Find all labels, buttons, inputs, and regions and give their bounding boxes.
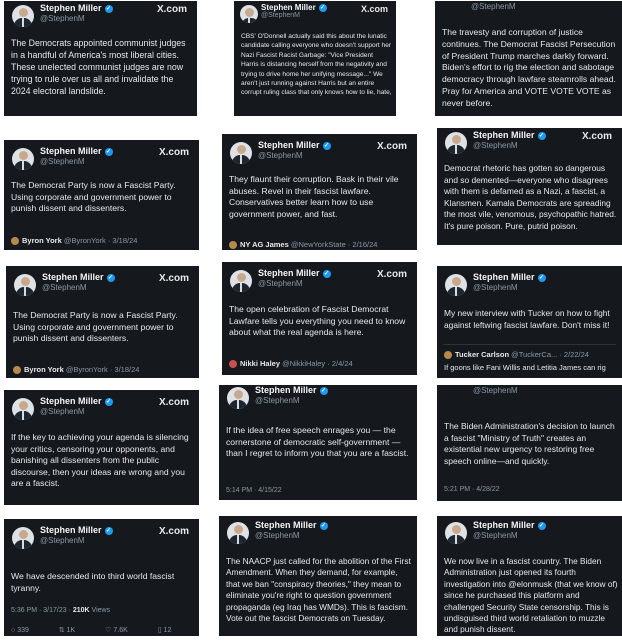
handle: @StephenM xyxy=(473,283,518,292)
display-name: Stephen Miller ✓ xyxy=(40,396,112,406)
display-name: Stephen Miller ✓ xyxy=(42,272,114,282)
avatar[interactable] xyxy=(12,5,34,27)
handle: @StephenM xyxy=(473,531,518,540)
avatar[interactable] xyxy=(12,527,34,549)
verified-icon: ✓ xyxy=(106,148,112,155)
tweet-text: The NAACP just called for the abolition of the First Amendment. When they demand, for example, that we ban "conspiracy theories," they mean to eliminate you're right to question government propaganda (eg Iraq has WMDs). This is fascism. Vote out the fascist Democrats on Tuesday. xyxy=(226,556,411,624)
like-icon[interactable]: ♡ 7.6K xyxy=(105,627,128,634)
tweet-card-2[interactable] xyxy=(234,1,396,116)
tweet-text: CBS' O'Donnell actually said this about the lunatic candidate calling everyone who doesn't support her Nazi Fascist Racist Garbage: "Vice President Harris is distancing herself from the negativity and trying to drive home her unifying message..." We aren't just running against Harris but an entire corrupt ruling class that only knows how to lie, hate, xyxy=(241,33,392,97)
avatar[interactable] xyxy=(12,148,34,170)
tweet-card-1[interactable] xyxy=(4,1,197,116)
quoted-tweet[interactable]: Tucker Carlson @TuckerCa... · 2/22/24 xyxy=(444,350,616,359)
x-logo-icon: X.com xyxy=(158,147,189,158)
display-name: Stephen Miller ✓ xyxy=(473,130,545,140)
tweet-text: The travesty and corruption of justice continues. The Democrat Fascist Persecution of President Trump marches darkly forward. Biden's effort to rig the election and sabotage democracy through lawfare steamrolls ahead. Pray for America and VOTE VOTE VOTE as never before. xyxy=(442,27,616,108)
verified-icon: ✓ xyxy=(324,270,330,277)
avatar xyxy=(13,366,21,374)
handle: @StephenM xyxy=(42,283,87,292)
display-name: Stephen Miller ✓ xyxy=(40,525,112,535)
tweet-text: If the idea of free speech enrages you — the cornerstone of democratic self-government — than I regret to inform you that you are a fascist. xyxy=(226,425,409,459)
x-logo-icon: X.com xyxy=(581,131,612,142)
display-name: Stephen Miller ✓ xyxy=(255,385,327,395)
tweet-card-6[interactable] xyxy=(437,128,622,245)
quoted-tweet-text: If goons like Fani Willis and Letitia James can rig xyxy=(444,363,606,372)
timestamp[interactable]: 5:21 PM · 4/28/22 xyxy=(444,486,500,493)
verified-icon: ✓ xyxy=(539,132,545,139)
reply-icon[interactable]: ○ 339 xyxy=(11,627,29,634)
quoted-tweet[interactable]: Byron York @ByronYork · 3/18/24 xyxy=(13,365,193,374)
quoted-tweet[interactable]: NY AG James @NewYorkState · 2/16/24 xyxy=(229,240,411,249)
handle: @StephenM xyxy=(255,531,300,540)
display-name: Stephen Miller ✓ xyxy=(258,140,330,150)
avatar[interactable] xyxy=(445,132,467,154)
tweet-text: We have descended into third world fascist tyranny. xyxy=(11,571,175,593)
tweet-text: The Biden Administration's decision to launch a fascist "Ministry of Truth" creates an existential new urgency to restoring free speech online—and quickly. xyxy=(444,421,615,466)
display-name: Stephen Miller ✓ xyxy=(258,268,330,278)
avatar xyxy=(11,237,19,245)
x-logo-icon: X.com xyxy=(158,273,189,284)
handle: @StephenM xyxy=(255,396,300,405)
handle: @StephenM xyxy=(258,151,303,160)
verified-icon: ✓ xyxy=(320,4,326,11)
tweet-card-5[interactable] xyxy=(222,134,417,250)
tweet-text: If the key to achieving your agenda is silencing your critics, censoring your opponents, and banishing all dissenters from the public discourse, then your ideas are wrong and you are a fascist. xyxy=(11,432,189,489)
handle: @StephenM xyxy=(473,141,518,150)
display-name: Stephen Miller ✓ xyxy=(473,272,545,282)
handle: @StephenM xyxy=(40,407,85,416)
verified-icon: ✓ xyxy=(106,398,112,405)
tweet-card-7[interactable] xyxy=(6,266,199,378)
tweet-card-15[interactable] xyxy=(437,516,622,636)
x-logo-icon: X.com xyxy=(376,269,407,280)
verified-icon: ✓ xyxy=(108,274,114,281)
display-name: Stephen Miller ✓ xyxy=(261,3,326,12)
tweet-card-14[interactable] xyxy=(219,516,417,636)
verified-icon: ✓ xyxy=(539,522,545,529)
tweet-card-12[interactable] xyxy=(437,385,622,501)
avatar[interactable] xyxy=(227,522,249,544)
x-logo-icon: X.com xyxy=(376,141,407,152)
tweet-text: We now live in a fascist country. The Biden Administration just opened its fourth investigation into @elonmusk (that we know of) since he purchased this platform and challenged Security State censorship. This is undisguised third world retaliation to muzzle and punish dissent. xyxy=(444,556,618,635)
tweet-card-8[interactable] xyxy=(222,262,417,375)
handle: @StephenM xyxy=(471,2,516,11)
avatar[interactable] xyxy=(227,387,249,409)
tweet-text: Democrat rhetoric has gotten so dangerous and so demented—everyone who disagrees with them is defamed as a Nazi, a fascist, a Klansmen. Kamala Democrats are spreading the most vile, venomous, psychopathic hatred. It's pure poison. Pure, putrid poison. xyxy=(444,163,617,231)
tweet-card-11[interactable] xyxy=(219,385,417,500)
avatar[interactable] xyxy=(230,142,252,164)
handle: @StephenM xyxy=(261,12,301,19)
tweet-card-3[interactable] xyxy=(435,1,622,116)
avatar[interactable] xyxy=(240,5,258,23)
verified-icon: ✓ xyxy=(106,527,112,534)
x-logo-icon: X.com xyxy=(158,397,189,408)
avatar[interactable] xyxy=(445,522,467,544)
verified-icon: ✓ xyxy=(324,142,330,149)
timestamp[interactable]: 5:14 PM · 4/15/22 xyxy=(226,487,282,494)
avatar[interactable] xyxy=(445,274,467,296)
retweet-icon[interactable]: ⇅ 1K xyxy=(58,627,76,634)
tweet-card-9[interactable] xyxy=(437,266,622,378)
tweet-text: The open celebration of Fascist Democrat Lawfare tells you everything you need to know about what the real agenda is here. xyxy=(229,304,406,338)
timestamp[interactable]: 5:36 PM · 3/17/23 · 210K Views xyxy=(11,607,111,614)
handle: @StephenM xyxy=(40,14,85,23)
handle: @StephenM xyxy=(473,386,518,395)
display-name: Stephen Miller ✓ xyxy=(40,3,112,13)
handle: @StephenM xyxy=(258,279,303,288)
verified-icon: ✓ xyxy=(539,274,545,281)
avatar xyxy=(229,241,237,249)
bookmark-icon[interactable]: ▯ 12 xyxy=(157,627,172,634)
display-name: Stephen Miller ✓ xyxy=(473,520,545,530)
quoted-tweet[interactable]: Byron York @ByronYork · 3/18/24 xyxy=(11,236,193,245)
handle: @StephenM xyxy=(40,536,85,545)
tweet-card-10[interactable] xyxy=(4,390,199,505)
verified-icon: ✓ xyxy=(321,387,327,394)
tweet-card-4[interactable] xyxy=(4,140,199,250)
tweet-text: The Democrats appointed communist judges in a handful of America's most liberal cities. These unelected communist judges are now trying to rule over us all and invalidate the 2024 electoral landslide. xyxy=(11,38,186,96)
avatar xyxy=(229,360,237,368)
tweet-text: My new interview with Tucker on how to fight against leftwing fascist lawfare. Don't miss it! xyxy=(444,308,610,330)
quoted-tweet[interactable]: Nikki Haley @NikkiHaley · 2/4/24 xyxy=(229,359,411,368)
tweet-card-13[interactable] xyxy=(4,519,199,636)
display-name: Stephen Miller ✓ xyxy=(255,520,327,530)
tweet-text: They flaunt their corruption. Bask in their vile abuses. Revel in their fascist lawfare. Conservatives better learn how to use government power, and fast. xyxy=(229,174,399,219)
x-logo-icon: X.com xyxy=(156,4,187,15)
x-logo-icon: X.com xyxy=(158,526,189,537)
avatar[interactable] xyxy=(12,398,34,420)
x-logo-icon: X.com xyxy=(360,4,388,14)
avatar[interactable] xyxy=(14,274,36,296)
avatar[interactable] xyxy=(230,270,252,292)
tweet-text: The Democrat Party is now a Fascist Party. Using corporate and government power to punish dissent and dissenters. xyxy=(13,310,178,344)
verified-icon: ✓ xyxy=(321,522,327,529)
avatar xyxy=(444,351,452,359)
display-name: Stephen Miller ✓ xyxy=(40,146,112,156)
handle: @StephenM xyxy=(40,157,85,166)
tweet-text: The Democrat Party is now a Fascist Party. Using corporate and government power to punish dissent and dissenters. xyxy=(11,180,176,214)
tweet-actions xyxy=(11,626,193,634)
verified-icon: ✓ xyxy=(106,5,112,12)
